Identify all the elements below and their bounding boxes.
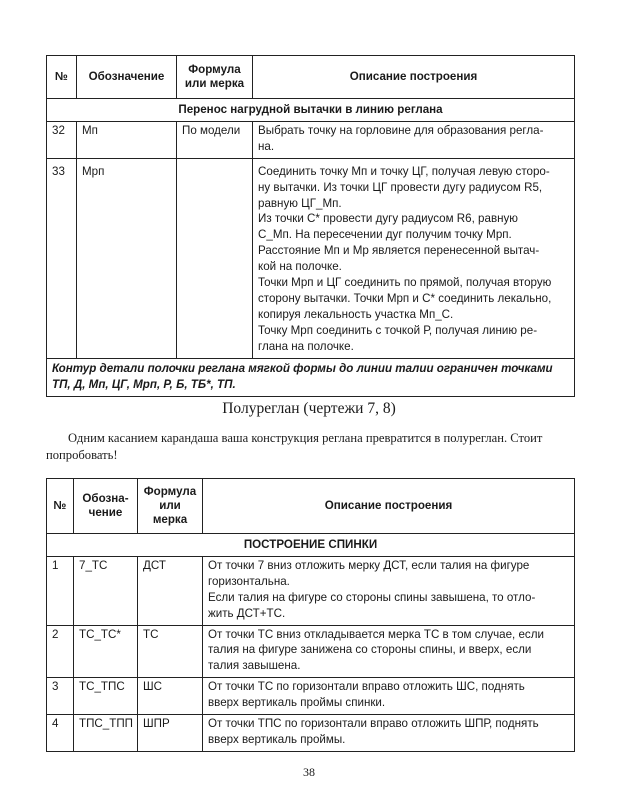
- footer-line: Контур детали полочки реглана мягкой формы до линии талии ограничен точками: [52, 361, 553, 375]
- section-title: Перенос нагрудной вытачки в линию реглана: [47, 99, 575, 122]
- description-line: Из точки С* провести дугу радиусом R6, равную: [258, 212, 519, 226]
- section-row: [47, 534, 575, 557]
- row-formula: ТС: [138, 625, 203, 678]
- row-designation: Мп: [77, 121, 177, 158]
- description-line: глана на полочке.: [258, 339, 354, 353]
- section-row: [47, 99, 575, 122]
- description-line: равную ЦГ_Мп.: [258, 196, 342, 210]
- description-line: От точки ТС вниз откладывается мерка ТС в том случае, если: [208, 627, 544, 641]
- row-description: [203, 678, 575, 715]
- description-line: талия завышена.: [208, 659, 301, 673]
- row-description: [253, 121, 575, 158]
- description-line: Расстояние Мп и Мр является перенесенной вытач-: [258, 244, 540, 258]
- description-line: Выбрать точку на горловине для образования регла-: [258, 123, 544, 137]
- description-line: ну вытачки. Из точки ЦГ провести дугу радиусом R5,: [258, 180, 543, 194]
- description-line: С_Мп. На пересечении дуг получим точку Мрп.: [258, 228, 512, 242]
- description-line: От точки ТПС по горизонтали вправо отложить ШПР, поднять: [208, 717, 539, 731]
- row-number: 2: [47, 625, 74, 678]
- footer-note: [47, 358, 575, 397]
- description-line: жить ДСТ+ТС.: [208, 606, 286, 620]
- header-formula: Формула или мерка: [138, 479, 203, 534]
- description-line: копируя лекальность участка Мп_С.: [258, 307, 454, 321]
- construction-table-1: [46, 55, 575, 397]
- header-description: Описание построения: [203, 479, 575, 534]
- header-description: Описание построения: [253, 56, 575, 99]
- section-title: ПОСТРОЕНИЕ СПИНКИ: [47, 534, 575, 557]
- header-designation: Обозначение: [77, 56, 177, 99]
- table-row: [47, 625, 575, 678]
- header-number: №: [47, 479, 74, 534]
- table-row: [47, 715, 575, 752]
- row-formula: По модели: [177, 121, 253, 158]
- table-header-row: [47, 56, 575, 99]
- header-formula: Формула или мерка: [177, 56, 253, 99]
- row-description: [253, 158, 575, 358]
- row-formula: [177, 158, 253, 358]
- row-designation: Мрп: [77, 158, 177, 358]
- description-line: Если талия на фигуре со стороны спины завышена, то отло-: [208, 590, 536, 604]
- description-line: Соединить точку Мп и точку ЦГ, получая левую сторо-: [258, 164, 550, 178]
- row-number: 3: [47, 678, 74, 715]
- description-line: От точки 7 вниз отложить мерку ДСТ, если талия на фигуре: [208, 558, 530, 572]
- section-heading: Полуреглан (чертежи 7, 8): [222, 400, 396, 417]
- description-line: кой на полочке.: [258, 260, 342, 274]
- table-row: [47, 121, 575, 158]
- description-line: на.: [258, 139, 275, 153]
- construction-table-2: [46, 478, 575, 752]
- row-description: [203, 715, 575, 752]
- header-number: №: [47, 56, 77, 99]
- row-number: 32: [47, 121, 77, 158]
- page-number: 38: [303, 765, 315, 779]
- row-number: 4: [47, 715, 74, 752]
- header-designation: Обозна-чение: [74, 479, 138, 534]
- description-line: сторону вытачки. Точки Мрп и С* соединить лекально,: [258, 291, 552, 305]
- table-row: [47, 678, 575, 715]
- description-line: вверх вертикаль проймы.: [208, 732, 346, 746]
- row-number: 33: [47, 158, 77, 358]
- row-designation: 7_ТС: [74, 556, 138, 625]
- row-designation: ТС_ТС*: [74, 625, 138, 678]
- description-line: От точки ТС по горизонтали вправо отложить ШС, поднять: [208, 680, 525, 694]
- footer-row: [47, 358, 575, 397]
- table-row: [47, 158, 575, 358]
- row-designation: ТС_ТПС: [74, 678, 138, 715]
- row-formula: ДСТ: [138, 556, 203, 625]
- row-formula: ШПР: [138, 715, 203, 752]
- table-row: [47, 556, 575, 625]
- row-description: [203, 556, 575, 625]
- row-number: 1: [47, 556, 74, 625]
- intro-paragraph: Одним касанием карандаша ваша конструкция реглана превратится в полуреглан. Стоит попробовать!: [46, 431, 543, 462]
- row-formula: ШС: [138, 678, 203, 715]
- description-line: Точки Мрп и ЦГ соединить по прямой, получая вторую: [258, 276, 552, 290]
- description-line: Точку Мрп соединить с точкой Р, получая линию ре-: [258, 323, 538, 337]
- row-designation: ТПС_ТПП: [74, 715, 138, 752]
- description-line: горизонтальна.: [208, 574, 290, 588]
- footer-line: ТП, Д, Мп, ЦГ, Мрп, Р, Б, ТБ*, ТП.: [52, 377, 236, 391]
- description-line: талия на фигуре занижена со стороны спины, и вверх, если: [208, 643, 532, 657]
- table-header-row: [47, 479, 575, 534]
- description-line: вверх вертикаль проймы спинки.: [208, 696, 386, 710]
- row-description: [203, 625, 575, 678]
